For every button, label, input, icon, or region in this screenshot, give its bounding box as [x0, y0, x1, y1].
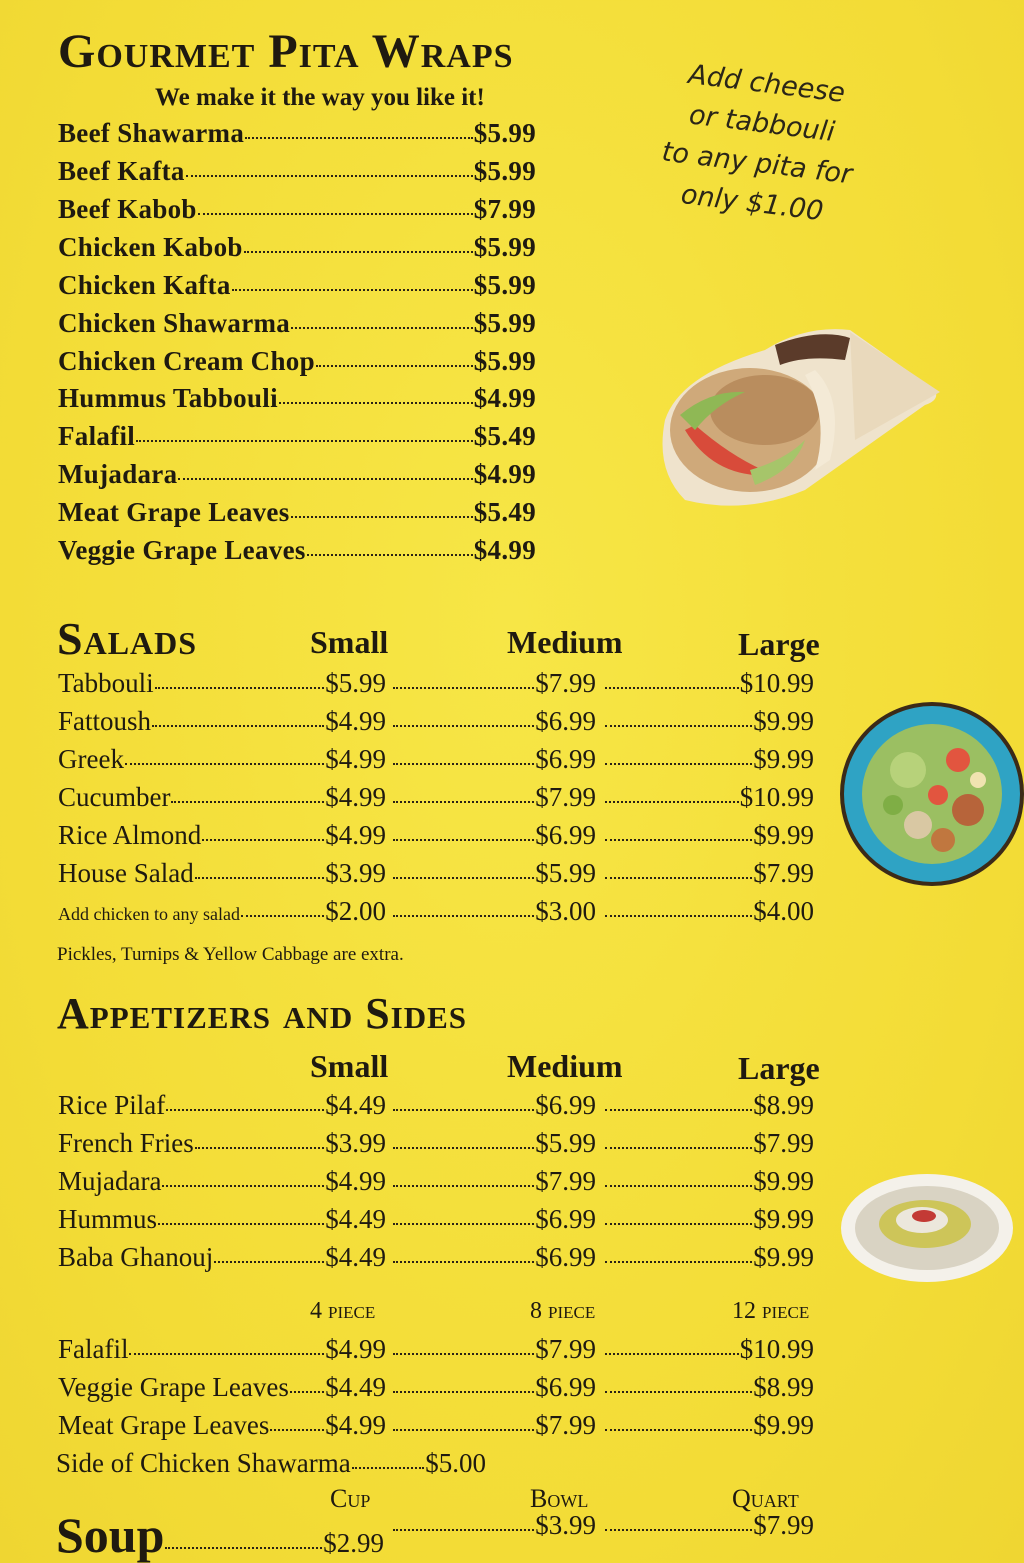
pita-wraps-tagline: We make it the way you like it! — [155, 84, 485, 111]
salad-row: Fattoush $4.99 $6.99 $9.99 — [58, 706, 814, 736]
salad-row: Cucumber $4.99 $7.99 $10.99 — [58, 782, 814, 812]
menu-item: Beef Kabob $7.99 — [58, 194, 536, 224]
column-header-medium: Medium — [507, 624, 623, 660]
menu-item: Chicken Cream Chop $5.99 — [58, 346, 536, 376]
column-header-large: Large — [738, 1050, 820, 1086]
appetizer-row: Hummus $4.49 $6.99 $9.99 — [58, 1204, 814, 1234]
column-header-small: Small — [310, 1048, 389, 1084]
side-chicken-shawarma-row: Side of Chicken Shawarma $5.00 — [56, 1448, 486, 1478]
menu-item: Falafil $5.49 — [58, 421, 536, 451]
addon-note — [631, 50, 889, 238]
menu-item: Beef Shawarma $5.99 — [58, 118, 536, 148]
appetizer-piece-row: Meat Grape Leaves $4.99 $7.99 $9.99 — [58, 1410, 814, 1440]
addon-note-line: Add cheese — [686, 59, 847, 109]
appetizers-title: Appetizers and Sides — [57, 989, 468, 1038]
addon-note-line: only $1.00 — [679, 178, 825, 228]
menu-item: Chicken Shawarma $5.99 — [58, 308, 536, 338]
menu-item: Veggie Grape Leaves $4.99 — [58, 535, 536, 565]
column-header-cup: Cup — [330, 1484, 371, 1513]
column-header-small: Small — [310, 624, 389, 660]
appetizer-row: Baba Ghanouj $4.49 $6.99 $9.99 — [58, 1242, 814, 1272]
hummus-plate-photo — [840, 1172, 1015, 1284]
salads-footnote: Pickles, Turnips & Yellow Cabbage are extra. — [57, 944, 404, 965]
menu-item: Meat Grape Leaves $5.49 — [58, 497, 536, 527]
menu-item: Beef Kafta $5.99 — [58, 156, 536, 186]
pita-wraps-title: Gourmet Pita Wraps — [58, 25, 514, 78]
appetizer-piece-row: Veggie Grape Leaves $4.49 $6.99 $8.99 — [58, 1372, 814, 1402]
appetizer-row: French Fries $3.99 $5.99 $7.99 — [58, 1128, 814, 1158]
menu-item: Chicken Kabob $5.99 — [58, 232, 536, 262]
salad-row: Rice Almond $4.99 $6.99 $9.99 — [58, 820, 814, 850]
salad-row: Greek $4.99 $6.99 $9.99 — [58, 744, 814, 774]
menu-item: Chicken Kafta $5.99 — [58, 270, 536, 300]
salad-row-add-chicken: Add chicken to any salad $2.00 $3.00 $4.00 — [58, 896, 814, 926]
addon-note-line: or tabbouli — [687, 99, 837, 148]
addon-note-line: to any pita for — [660, 136, 854, 191]
column-header-large: Large — [738, 626, 820, 662]
pita-wrap-photo — [655, 320, 945, 515]
salad-row: House Salad $3.99 $5.99 $7.99 — [58, 858, 814, 888]
column-header-8-piece: 8 piece — [530, 1298, 596, 1324]
column-header-medium: Medium — [507, 1048, 623, 1084]
appetizer-row: Mujadara $4.99 $7.99 $9.99 — [58, 1166, 814, 1196]
column-header-12-piece: 12 piece — [732, 1298, 810, 1324]
fattoush-salad-bowl-photo — [838, 700, 1024, 890]
column-header-bowl: Bowl — [530, 1484, 589, 1513]
column-header-4-piece: 4 piece — [310, 1298, 376, 1324]
soup-row: Soup $2.99 $3.99 $7.99 — [56, 1507, 814, 1563]
appetizer-row: Rice Pilaf $4.49 $6.99 $8.99 — [58, 1090, 814, 1120]
soup-title: Soup — [56, 1507, 165, 1563]
salad-row: Tabbouli $5.99 $7.99 $10.99 — [58, 668, 814, 698]
column-header-quart: Quart — [732, 1484, 799, 1513]
appetizer-piece-row: Falafil $4.99 $7.99 $10.99 — [58, 1334, 814, 1364]
menu-item: Mujadara $4.99 — [58, 459, 536, 489]
menu-item: Hummus Tabbouli $4.99 — [58, 383, 536, 413]
salads-title: Salads — [57, 613, 198, 664]
